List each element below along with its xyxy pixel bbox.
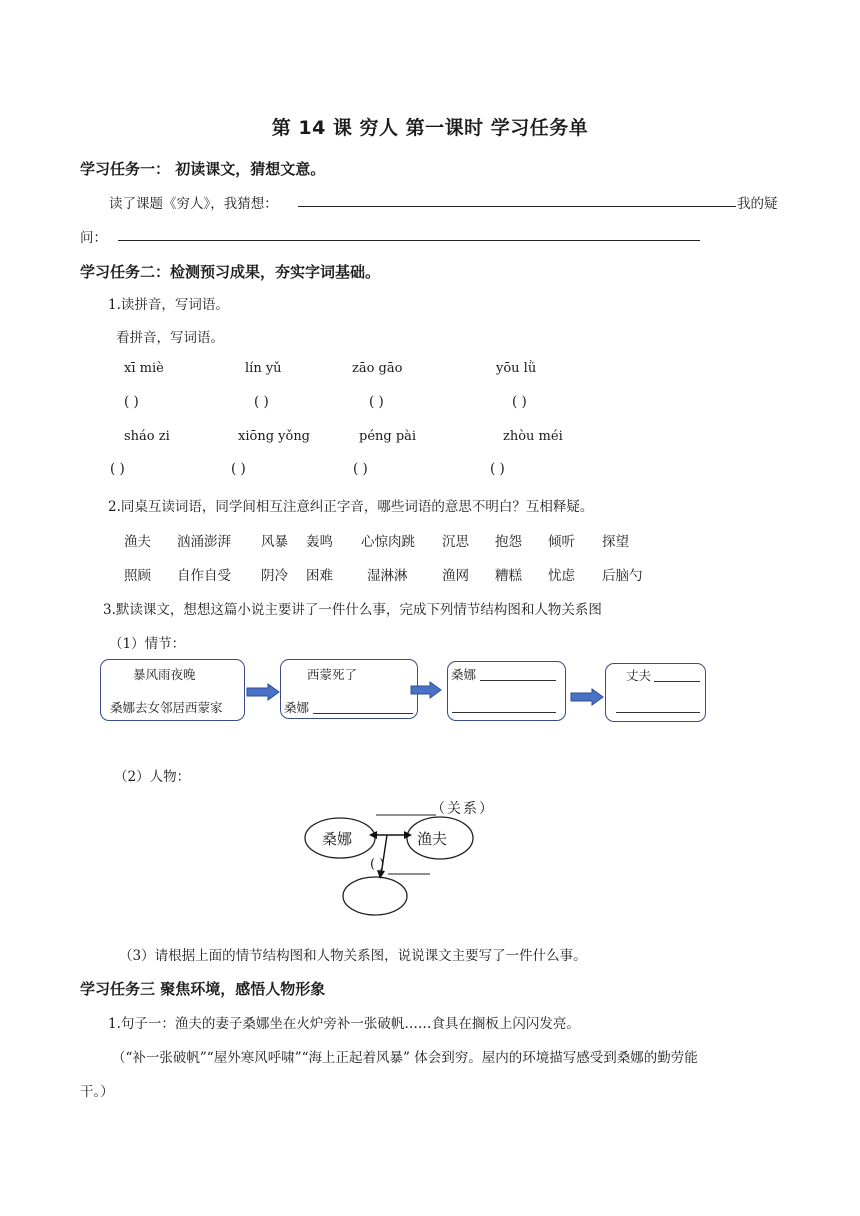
plot-box-2-line1: 西蒙死了: [307, 667, 358, 682]
word: 倾听: [548, 534, 575, 550]
word: 自作自受: [177, 568, 231, 584]
plot-box-3-line1: 桑娜: [451, 667, 477, 682]
task3-heading: 学习任务三 聚焦环境，感悟人物形象: [80, 980, 326, 998]
word: 沉思: [442, 534, 469, 550]
word: 风暴: [261, 534, 288, 550]
task1-question-suffix: 我的疑: [737, 196, 778, 212]
flow-arrow-1: [246, 683, 280, 701]
pinyin-you-lv: yōu lǜ: [496, 361, 537, 376]
word: 后脑勺: [602, 568, 643, 584]
pinyin-shao-zi: sháo zi: [124, 429, 170, 444]
plot-box-1-line1: 暴风雨夜晚: [133, 667, 196, 682]
node-empty-ellipse[interactable]: [343, 877, 407, 915]
word: 探望: [602, 534, 629, 550]
word: 困难: [306, 568, 333, 584]
page-title: 第 14 课 穷人 第一课时 学习任务单: [271, 117, 589, 139]
plot-box-3: [447, 661, 566, 721]
people-label: （2）人物：: [114, 769, 191, 785]
task2-item3-3: （3）请根据上面的情节结构图和人物关系图，说说课文主要写了一件什么事。: [119, 948, 587, 964]
flow-arrow-2: [410, 681, 442, 699]
task1-question-prefix: 问：: [80, 230, 107, 246]
task2-item1-sub: 看拼音，写词语。: [116, 330, 224, 346]
task3-sentence1: 1.句子一：渔夫的妻子桑娜坐在火炉旁补一张破帆……食具在搁板上闪闪发亮。: [108, 1016, 580, 1032]
answer-blank[interactable]: ( ): [254, 394, 269, 410]
pinyin-xiong-yong: xiōng yǒng: [238, 429, 311, 444]
answer-blank[interactable]: ( ): [369, 394, 384, 410]
word: 轰鸣: [306, 534, 333, 550]
flow-arrow-3: [570, 688, 604, 706]
pinyin-peng-pai: péng pài: [359, 429, 417, 444]
plot-box-2: [280, 659, 418, 719]
answer-blank[interactable]: ( ): [124, 394, 139, 410]
word: 照顾: [124, 568, 151, 584]
plot-box-4: [605, 663, 706, 722]
pinyin-xi-mie: xī miè: [124, 361, 164, 376]
word: 心惊肉跳: [361, 534, 415, 550]
plot-box-3-blank-1[interactable]: [480, 680, 556, 681]
plot-box-3-blank-2[interactable]: [452, 712, 556, 713]
word: 汹涌澎湃: [177, 534, 231, 550]
answer-blank[interactable]: ( ): [110, 461, 125, 477]
plot-box-4-blank-2[interactable]: [616, 712, 700, 713]
word: 阴冷: [261, 568, 288, 584]
word: 忧虑: [548, 568, 575, 584]
task1-heading: 学习任务一： 初读课文，猜想文意。: [80, 160, 326, 178]
pinyin-zhou-mei: zhòu méi: [503, 429, 563, 444]
relation-paren[interactable]: ( ): [370, 857, 385, 872]
answer-blank[interactable]: ( ): [231, 461, 246, 477]
word: 湿淋淋: [367, 568, 408, 584]
task2-item1: 1.读拼音，写词语。: [108, 297, 229, 313]
task3-note-line1: （“补一张破帆”“屋外寒风呼啸”“海上正起着风暴” 体会到穷。屋内的环境描写感受到桑娜的勤劳能: [112, 1050, 698, 1066]
task2-item2: 2.同桌互读词语，同学间相互注意纠正字音，哪些词语的意思不明白？互相释疑。: [108, 499, 594, 515]
answer-blank[interactable]: ( ): [353, 461, 368, 477]
word: 渔夫: [124, 534, 151, 550]
task1-guess-prefix: 读了课题《穷人》，我猜想：: [109, 196, 278, 212]
plot-box-1-line2: 桑娜去女邻居西蒙家: [110, 700, 223, 715]
pinyin-lin-yu: lín yǔ: [245, 361, 282, 376]
answer-blank[interactable]: ( ): [490, 461, 505, 477]
plot-box-2-line2: 桑娜: [284, 700, 310, 715]
node-yufu-label: 渔夫: [417, 830, 448, 848]
task2-heading: 学习任务二：检测预习成果，夯实字词基础。: [80, 263, 381, 281]
pinyin-zao-gao: zāo gāo: [352, 361, 403, 376]
word: 糟糕: [495, 568, 522, 584]
word: 渔网: [442, 568, 469, 584]
task3-note-line2: 干。）: [80, 1084, 114, 1100]
plot-box-2-blank[interactable]: [313, 713, 413, 714]
plot-box-4-blank-1[interactable]: [654, 681, 700, 682]
relation-label: （关系）: [431, 801, 495, 817]
plot-label: （1）情节：: [109, 636, 186, 652]
guess-answer-line[interactable]: [298, 206, 736, 207]
answer-blank[interactable]: ( ): [512, 394, 527, 410]
question-answer-line[interactable]: [118, 240, 700, 241]
word: 抱怨: [495, 534, 522, 550]
plot-box-4-line1: 丈夫: [626, 668, 652, 683]
plot-box-1: [100, 659, 245, 721]
task2-item3: 3.默读课文，想想这篇小说主要讲了一件什么事，完成下列情节结构图和人物关系图: [103, 602, 602, 618]
node-sangna-label: 桑娜: [322, 830, 353, 848]
